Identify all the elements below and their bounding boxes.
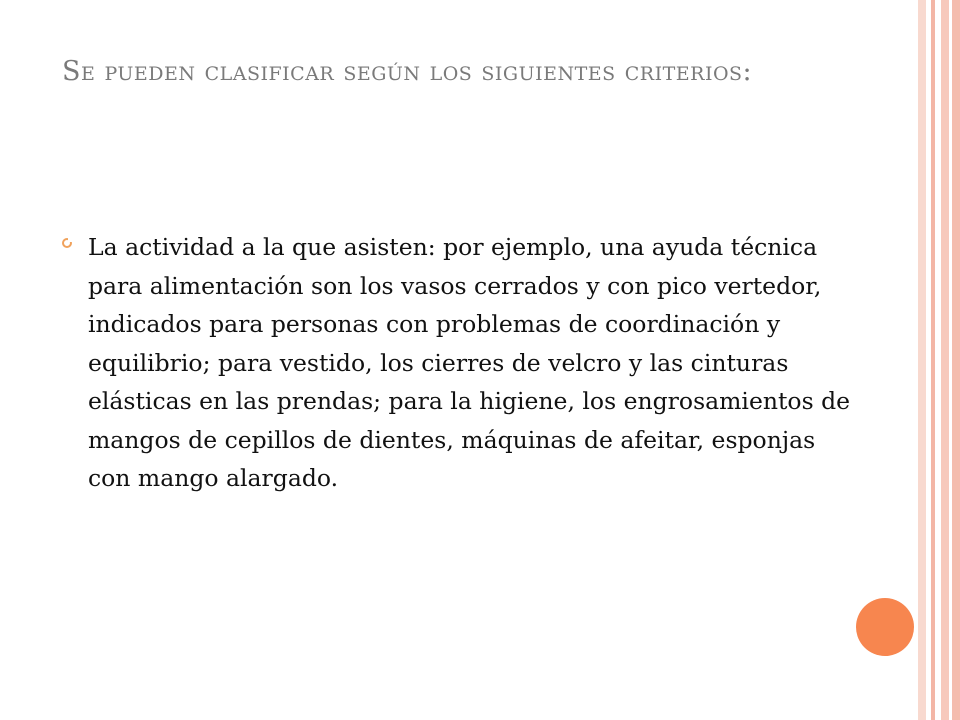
accent-circle [856, 598, 914, 656]
decorative-stripe [918, 0, 926, 720]
slide-title: Se pueden clasificar según los siguientes criterios: [62, 56, 753, 87]
bullet-text: La actividad a la que asisten: por ejemplo, una ayuda técnica para alimentación son los vasos cerrados y con pico vertedor, indicados para personas con problemas de coordinación y equilibrio; para vestido, los cierres de velcro y las cinturas elásticas en las prendas; para la higiene, los engrosamientos de mangos de cepillos de dientes, máquinas de afeitar, esponjas con mango alargado. [88, 233, 851, 492]
bullet-icon [62, 238, 72, 248]
decorative-stripe [952, 0, 960, 720]
decorative-stripe [941, 0, 949, 720]
bullet-item [62, 228, 862, 498]
bullet-list [62, 228, 862, 498]
